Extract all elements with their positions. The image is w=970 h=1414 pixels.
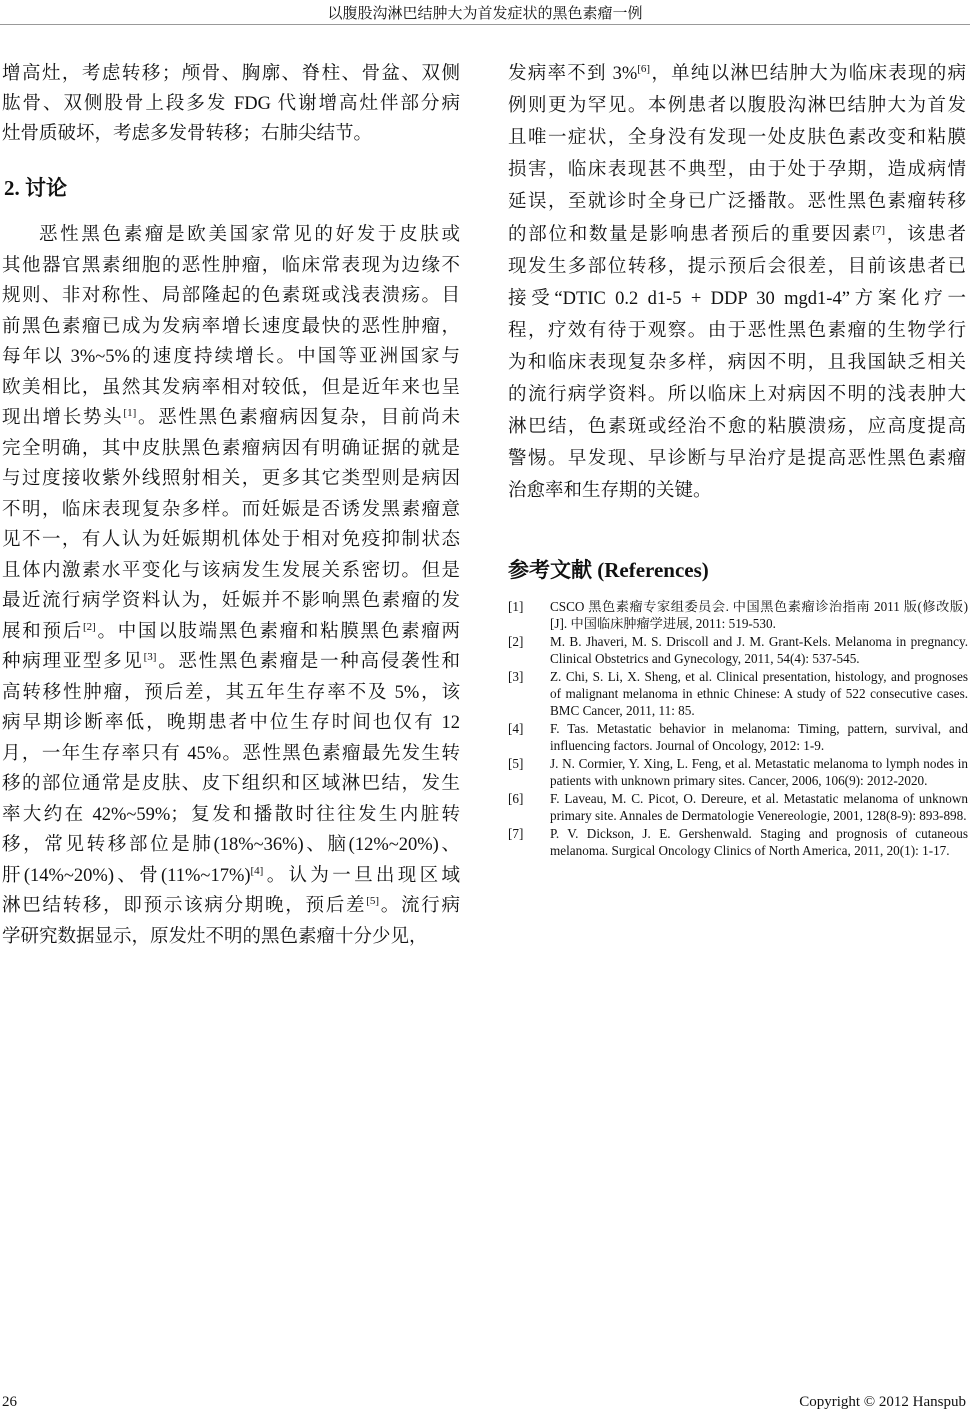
references-heading: 参考文献 (References) <box>508 558 709 582</box>
reference-text: F. Tas. Metastatic behavior in melanoma: Timing, pattern, survival, and influencing factors. Journal of Oncology, 2012: 1-9. <box>550 721 968 753</box>
text-line <box>2 528 460 552</box>
text-segment: ，该患者 <box>885 224 966 245</box>
text-segment: 例则更为罕见。本例患者以腹股沟淋巴结肿大为首发 <box>508 96 966 117</box>
text-segment: 肱骨、双侧股骨上段多发 FDG 代谢增高灶伴部分病 <box>2 94 460 114</box>
text-segment: 淋巴结，色素斑或经治不愈的粘膜溃疡，应高度提高 <box>508 417 966 438</box>
text-line <box>508 351 966 375</box>
text-segment: 移，常见转移部位是肺(18%~36%)、脑(12%~20%)、 <box>2 835 460 855</box>
text-segment: 为和临床表现复杂多样，病因不明，且我国缺乏相关 <box>508 352 966 373</box>
text-segment: 种病理亚型多见 <box>2 652 144 672</box>
text-segment: 学研究数据显示，原发灶不明的黑色素瘤十分少见， <box>2 926 428 947</box>
reference-item <box>508 825 968 859</box>
reference-text: F. Laveau, M. C. Picot, O. Dereure, et al. Metastatic melanoma of unknown primary site. Annales de Dermatologie Venereologie, 2001, 128(8-9): 893-898. <box>550 791 968 823</box>
reference-item <box>508 598 968 632</box>
citation-mark[interactable]: [5] <box>366 895 380 907</box>
text-segment: ，单纯以淋巴结肿大为临床表现的病 <box>650 64 966 84</box>
text-line <box>508 415 966 439</box>
text-segment: 其他器官黑素细胞的恶性肿瘤，临床常表现为边缘不 <box>2 255 460 276</box>
text-line <box>508 287 966 311</box>
citation-mark[interactable]: [7] <box>872 223 886 236</box>
text-line <box>508 158 966 182</box>
text-segment: 与过度接收紫外线照射相关，更多其它类型则是病因 <box>2 469 460 489</box>
text-segment: 展和预后 <box>2 621 83 642</box>
text-line <box>2 122 460 146</box>
text-segment: 完全明确，其中皮肤黑色素瘤病因有明确证据的就是 <box>2 438 460 459</box>
text-line <box>508 126 966 150</box>
text-segment: 且体内激素水平变化与该病发生发展关系密切。但是 <box>2 560 460 581</box>
reference-item <box>508 755 968 789</box>
text-line <box>2 559 460 583</box>
running-header: 以腹股沟淋巴结肿大为首发症状的黑色素瘤一例 <box>327 6 643 22</box>
citation-mark[interactable]: [6] <box>637 63 651 75</box>
text-segment: 。中国以肢端黑色素瘤和粘膜黑色素瘤两 <box>95 621 460 642</box>
text-line <box>2 284 460 308</box>
reference-item <box>508 790 968 824</box>
reference-number: [7] <box>508 826 524 841</box>
text-segment: 最近流行病学资料认为，妊娠并不影响黑色素瘤的发 <box>2 591 460 611</box>
text-line <box>39 223 460 247</box>
section-heading: 2. 讨论 <box>4 176 67 200</box>
text-segment: 警惕。早发现、早诊断与早治疗是提高恶性黑色素瘤 <box>508 449 966 470</box>
text-segment: 现出增长势头 <box>2 408 124 428</box>
text-line <box>508 223 966 247</box>
reference-number: [4] <box>508 721 524 736</box>
text-line <box>508 94 966 118</box>
text-segment: 现发生多部位转移，提示预后会很差，目前该患者已 <box>508 256 966 277</box>
header-rule <box>0 24 970 25</box>
copyright: Copyright © 2012 Hanspub <box>799 1394 966 1410</box>
text-segment: 率大约在 42%~59%；复发和播散时往往发生内脏转 <box>2 804 460 825</box>
text-line <box>508 447 966 471</box>
text-segment: 规则、非对称性、局部隆起的色素斑或浅表溃疡。目 <box>2 286 460 306</box>
text-line <box>2 894 460 918</box>
text-line <box>2 437 460 461</box>
text-line <box>508 319 966 343</box>
text-segment: 月，一年生存率只有 45%。恶性黑色素瘤最先发生转 <box>2 743 460 764</box>
text-segment: 肝(14%~20%)、骨(11%~17%) <box>2 865 251 886</box>
text-segment: 损害，临床表现甚不典型，由于处于孕期，造成病情 <box>508 160 966 181</box>
text-line <box>2 925 460 949</box>
citation-mark[interactable]: [1] <box>123 407 137 419</box>
reference-text: P. V. Dickson, J. E. Gershenwald. Staging and prognosis of cutaneous melanoma. Surgical Oncology Clinics of North America, 2011, 20(1): 1-17. <box>550 826 968 858</box>
reference-number: [6] <box>508 791 524 806</box>
page-number: 26 <box>2 1394 17 1410</box>
text-segment: 病早期诊断率低，晚期患者中位生存时间也仅有 12 <box>2 713 460 733</box>
text-segment: 且唯一症状，全身没有发现一处皮肤色素改变和粘膜 <box>508 128 966 149</box>
text-segment: 灶骨质破坏，考虑多发骨转移；右肺尖结节。 <box>2 124 373 144</box>
text-segment: 。认为一旦出现区域 <box>263 865 460 886</box>
text-line <box>2 711 460 735</box>
reference-text: CSCO 黑色素瘤专家组委员会. 中国黑色素瘤诊治指南 2011 版(修改版)[J]. 中国临床肿瘤学进展, 2011: 519-530. <box>550 599 968 631</box>
citation-mark[interactable]: [3] <box>143 651 157 663</box>
text-segment: 程，疗效有待于观察。由于恶性黑色素瘤的生物学行 <box>508 320 966 341</box>
text-line <box>2 620 460 644</box>
text-segment: 不明，临床表现复杂多样。而妊娠是否诱发黑素瘤意 <box>2 499 460 520</box>
text-line <box>2 254 460 278</box>
reference-text: J. N. Cormier, Y. Xing, L. Feng, et al. Metastatic melanoma to lymph nodes in patients with unknown primary sites. Cancer, 2006, 106(9): 2012-2020. <box>550 756 968 788</box>
text-segment: 。恶性黑色素瘤病因复杂，目前尚未 <box>136 408 460 428</box>
text-segment: 的流行病学资料。所以临床上对病因不明的浅表肿大 <box>508 385 966 405</box>
citation-mark[interactable]: [2] <box>82 620 96 633</box>
text-segment: 延误，至就诊时全身已广泛播散。恶性黑色素瘤转移 <box>508 192 966 213</box>
text-segment: 。恶性黑色素瘤是一种高侵袭性和 <box>156 652 460 672</box>
text-line <box>2 833 460 857</box>
reference-number: [2] <box>508 634 524 649</box>
text-line <box>2 589 460 613</box>
text-segment: 。流行病 <box>379 896 460 916</box>
text-line <box>2 345 460 369</box>
text-line <box>2 742 460 766</box>
reference-item <box>508 633 968 667</box>
reference-item <box>508 720 968 754</box>
text-segment: 淋巴结转移，即预示该病分期晚，预后差 <box>2 896 367 916</box>
text-line <box>2 62 460 86</box>
reference-text: Z. Chi, S. Li, X. Sheng, et al. Clinical presentation, histology, and prognoses of malignant melanoma in ethnic Chinese: A study of 522 consecutive cases. BMC Cancer, 2011, 11: 85. <box>550 669 968 718</box>
reference-number: [3] <box>508 669 524 684</box>
text-line <box>508 190 966 214</box>
text-segment: 欧美相比，虽然其发病率相对较低，但是近年来也呈 <box>2 377 460 398</box>
text-segment: 高转移性肿瘤，预后差，其五年生存率不及 5%，该 <box>2 682 460 703</box>
text-line <box>2 315 460 339</box>
text-line <box>508 62 966 86</box>
reference-text: M. B. Jhaveri, M. S. Driscoll and J. M. Grant-Kels. Melanoma in pregnancy. Clinical Obstetrics and Gynecology, 2011, 54(4): 537-545. <box>550 634 968 666</box>
text-line <box>2 803 460 827</box>
text-line <box>2 650 460 674</box>
text-line <box>2 681 460 705</box>
text-line <box>508 255 966 279</box>
text-segment: 接受“DTIC 0.2 d1-5 + DDP 30 mgd1-4”方案化疗一 <box>508 288 966 309</box>
reference-number: [5] <box>508 756 524 771</box>
text-line <box>2 92 460 116</box>
text-line <box>2 864 460 888</box>
text-segment: 治愈率和生存期的关键。 <box>508 481 712 502</box>
text-segment: 前黑色素瘤已成为发病率增长速度最快的恶性肿瘤， <box>2 316 460 337</box>
citation-mark[interactable]: [4] <box>250 864 264 877</box>
text-segment: 每年以 3%~5%的速度持续增长。中国等亚洲国家与 <box>2 347 460 367</box>
text-segment: 见不一，有人认为妊娠期机体处于相对免疫抑制状态 <box>2 530 460 550</box>
text-line <box>2 376 460 400</box>
text-line <box>2 406 460 430</box>
reference-list <box>508 598 968 860</box>
text-line <box>508 479 966 503</box>
text-line <box>2 467 460 491</box>
text-line <box>508 383 966 407</box>
text-segment: 发病率不到 3% <box>508 64 638 84</box>
text-segment: 增高灶，考虑转移；颅骨、胸廓、脊柱、骨盆、双侧 <box>2 64 460 84</box>
text-line <box>2 498 460 522</box>
reference-item <box>508 668 968 719</box>
text-segment: 恶性黑色素瘤是欧美国家常见的好发于皮肤或 <box>39 225 460 245</box>
text-segment: 移的部位通常是皮肤、皮下组织和区域淋巴结，发生 <box>2 774 460 794</box>
text-line <box>2 772 460 796</box>
reference-number: [1] <box>508 599 524 614</box>
text-segment: 的部位和数量是影响患者预后的重要因素 <box>508 224 873 245</box>
